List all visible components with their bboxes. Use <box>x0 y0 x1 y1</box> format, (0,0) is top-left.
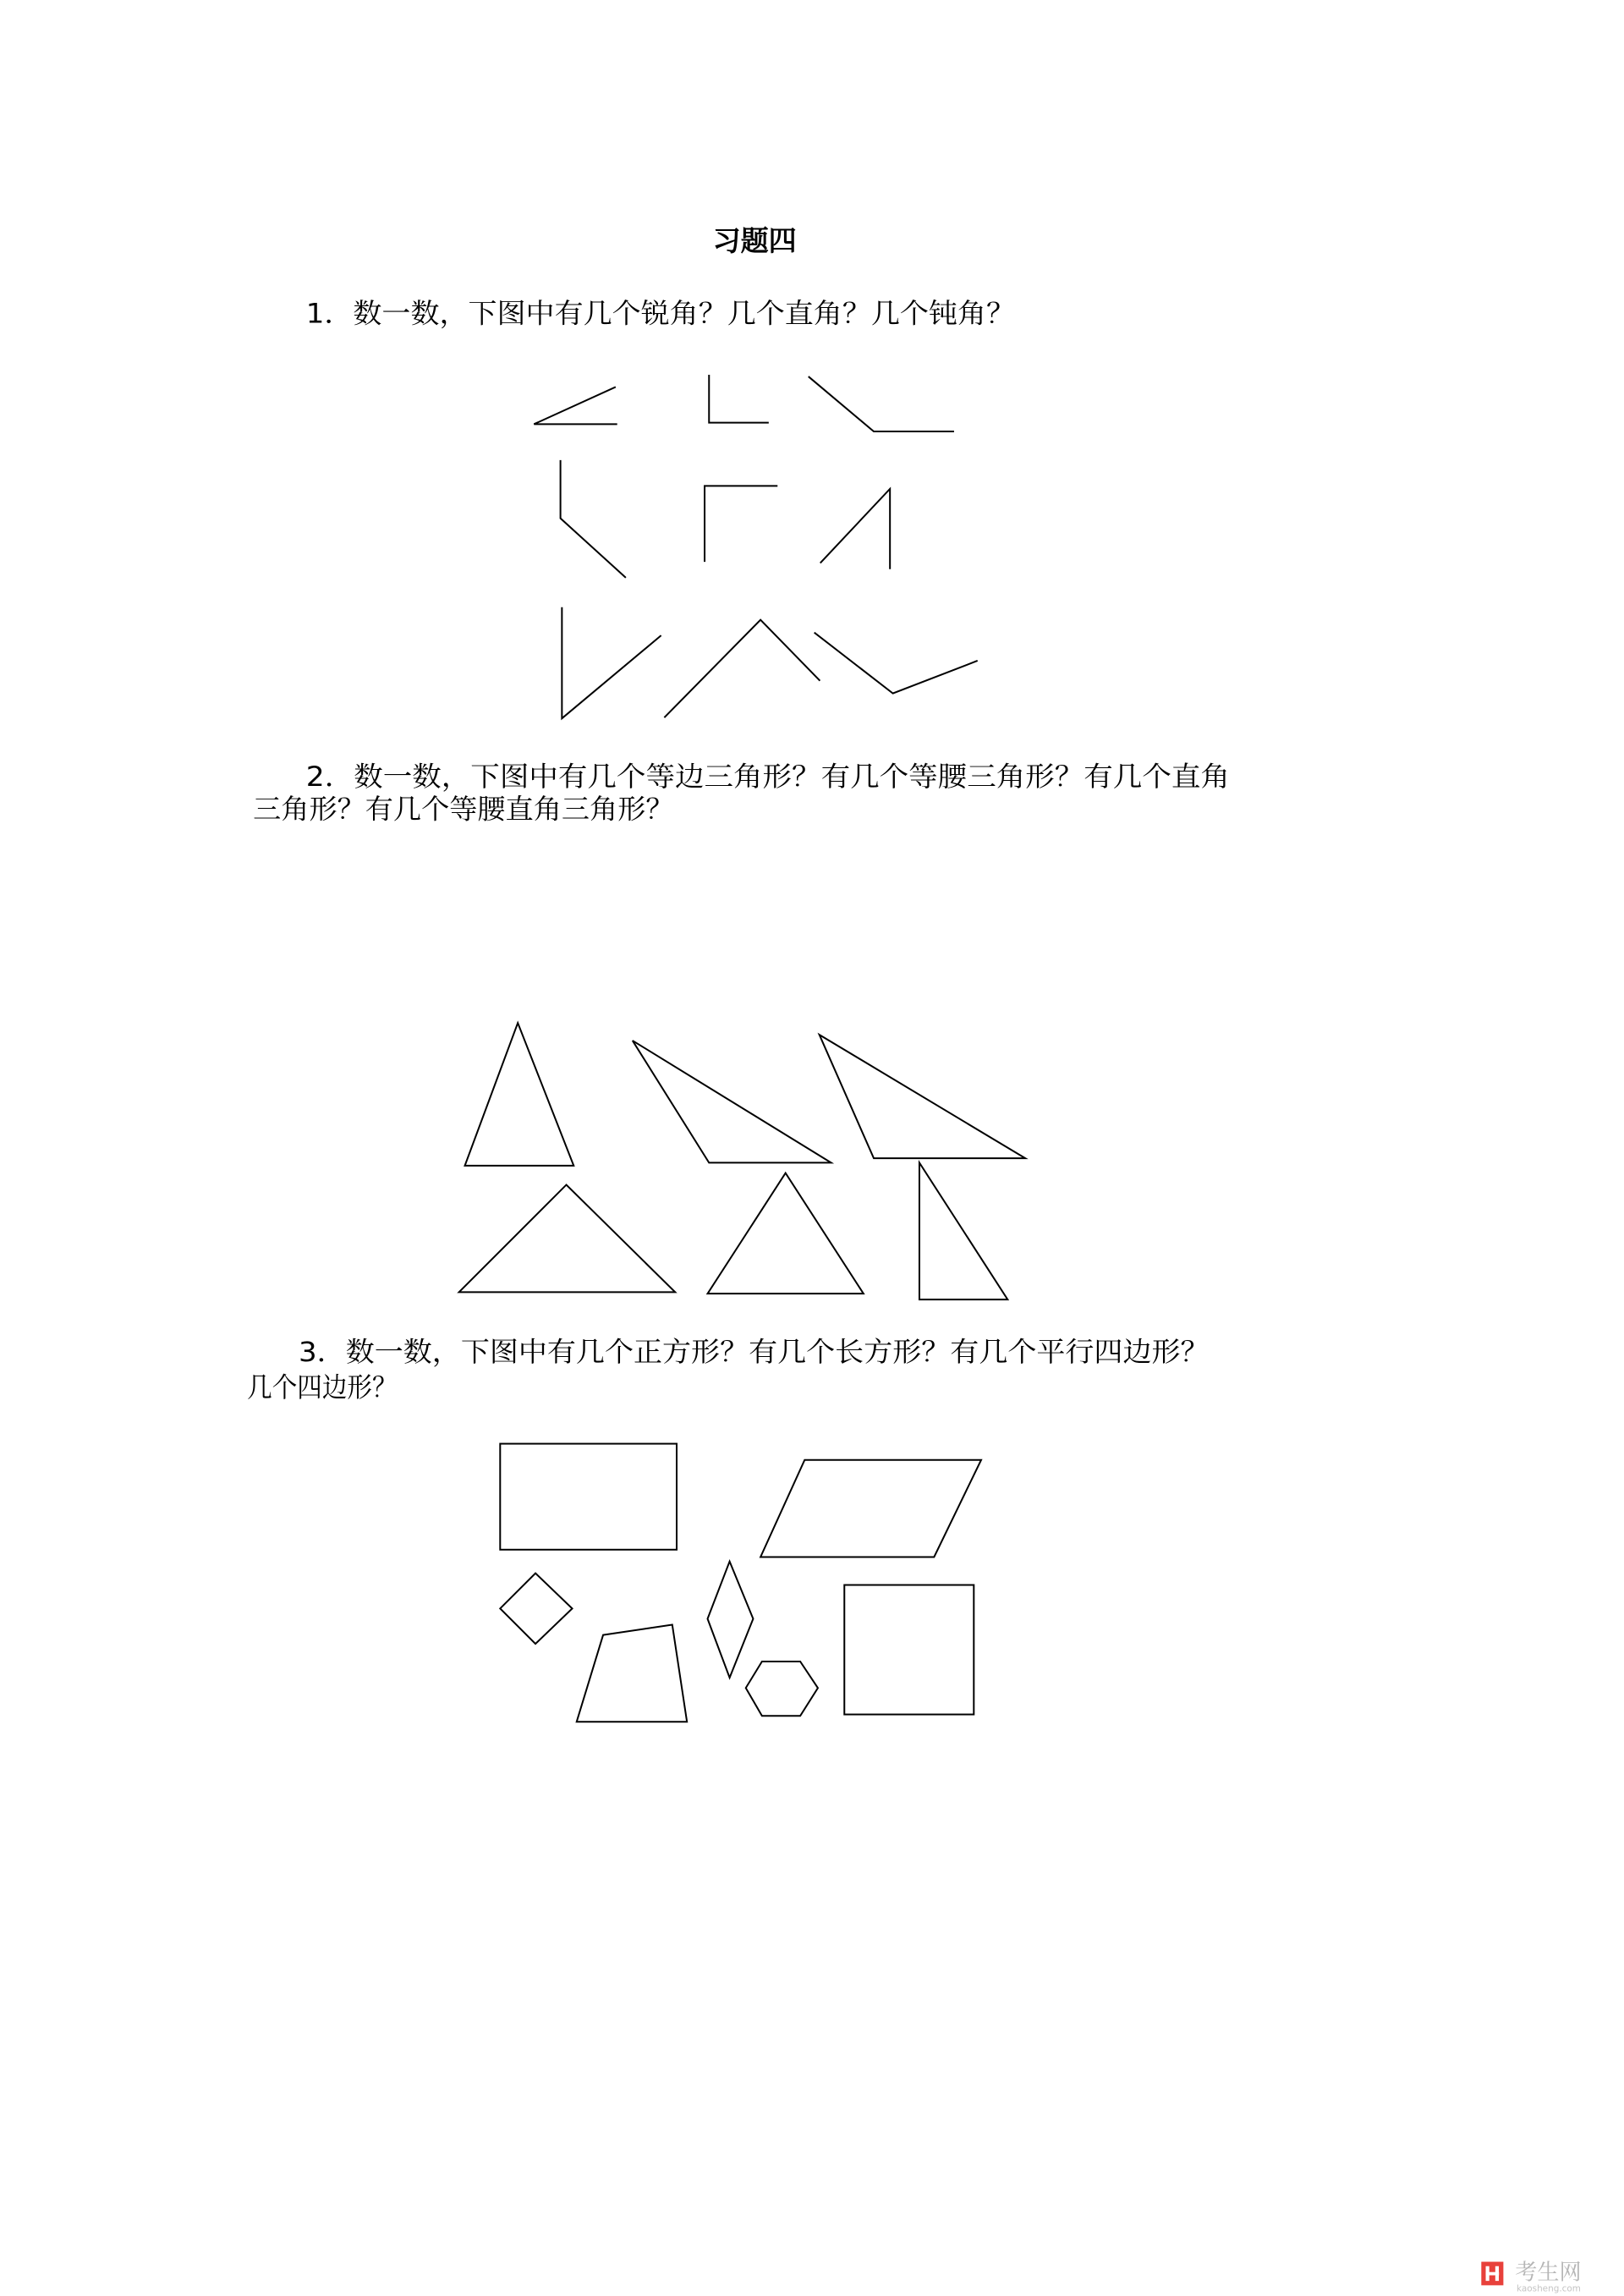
obtuse-angle-figure <box>815 633 976 693</box>
square-figure <box>844 1585 974 1715</box>
watermark-name: 考生网 <box>1515 2260 1582 2286</box>
obtuse-triangle-figure <box>820 1035 1025 1158</box>
obtuse-angle-figure <box>809 377 953 431</box>
right-angle-figure <box>705 486 776 561</box>
question-1 <box>306 297 1015 718</box>
rectangle-figure <box>500 1444 677 1550</box>
hexagon-figure <box>746 1662 818 1716</box>
question-2-text-line-1: 2．数一数，下图中有几个等边三角形？有几个等腰三角形？有几个直角 <box>305 761 1230 794</box>
kaosheng-logo-icon <box>1481 2262 1503 2286</box>
obtuse-angle-figure <box>561 461 626 577</box>
question-3-text-line-2: 几个四边形？ <box>247 1370 398 1403</box>
acute-angle-figure <box>820 489 890 569</box>
question-3 <box>247 1336 1209 1722</box>
triangle-figures <box>459 1023 1026 1299</box>
small-square-figure <box>500 1574 572 1644</box>
right-triangle-figure <box>919 1162 1007 1299</box>
question-2-text-line-2: 三角形？有几个等腰直角三角形？ <box>253 793 674 826</box>
right-angle-figure <box>665 620 820 717</box>
isosceles-right-triangle-figure <box>459 1184 676 1292</box>
quadrilateral-figures <box>500 1444 981 1722</box>
rhombus-figure <box>708 1562 754 1678</box>
obtuse-triangle-figure <box>633 1041 831 1162</box>
parallelogram-figure <box>760 1460 981 1557</box>
page-title: 习题四 <box>712 224 797 258</box>
watermark <box>1481 2260 1581 2293</box>
acute-angle-figure <box>534 387 616 424</box>
watermark-domain: kaosheng.com <box>1517 2283 1581 2294</box>
angle-figures <box>534 376 976 718</box>
trapezoid-figure <box>577 1624 687 1722</box>
question-2 <box>253 761 1230 1299</box>
equilateral-triangle-figure <box>708 1173 864 1294</box>
right-angle-figure <box>709 376 768 423</box>
question-3-text-line-1: 3．数一数，下图中有几个正方形？有几个长方形？有几个平行四边形？ <box>299 1336 1210 1369</box>
question-1-text: 1．数一数，下图中有几个锐角？几个直角？几个钝角？ <box>305 297 1015 330</box>
acute-angle-figure <box>562 608 661 718</box>
isosceles-triangle-figure <box>465 1023 574 1166</box>
